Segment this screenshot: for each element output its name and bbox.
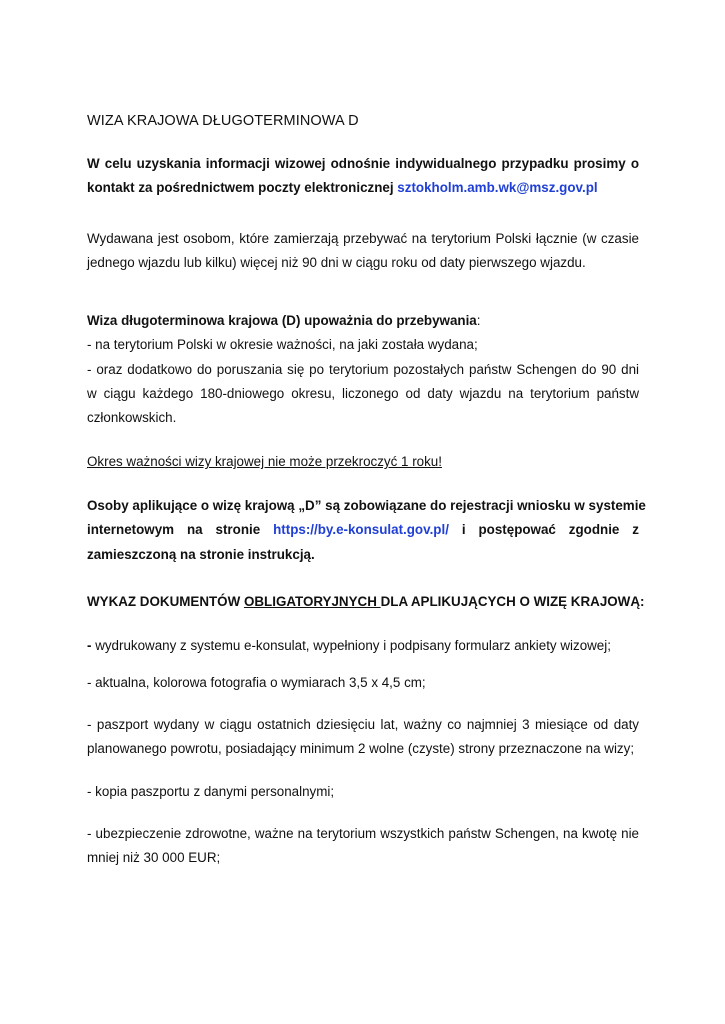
entitles-item-2-line-2: w ciągu każdego 180-dniowego okresu, liczonego od daty wjazdu na terytorium państw — [87, 385, 639, 401]
documents-item-5 — [87, 822, 639, 871]
issued-to-line-2: jednego wjazdu lub kilku) więcej niż 90 dni w ciągu roku od daty pierwszego wjazdu. — [87, 255, 586, 271]
contact-email-link[interactable]: sztokholm.amb.wk@msz.gov.pl — [397, 180, 598, 196]
entitles-item-2-line-3: członkowskich. — [87, 410, 177, 426]
documents-heading-paragraph — [87, 590, 645, 614]
validity-note-paragraph — [87, 450, 639, 474]
documents-item-3-line-2: planowanego powrotu, posiadający minimum 2 wolne (czyste) strony przeznaczone na wizy; — [87, 741, 635, 757]
contact-line-2 — [87, 176, 639, 200]
entitles-item-2-line-1: - oraz dodatkowo do poruszania się po terytorium pozostałych państw Schengen do 90 dni — [87, 361, 639, 377]
documents-item-1-dash: - — [87, 638, 92, 653]
documents-heading-pre: WYKAZ DOKUMENTÓW — [87, 594, 244, 609]
entitles-item-1: - na terytorium Polski w okresie ważności, na jaki została wydana; — [87, 337, 478, 353]
documents-item-5-line-2: mniej niż 30 000 EUR; — [87, 850, 221, 866]
documents-item-4 — [87, 780, 639, 804]
registration-suffix: i postępować zgodnie z — [448, 522, 639, 538]
registration-line-3: zamieszczoną na stronie instrukcją. — [87, 546, 315, 562]
registration-line-2 — [87, 518, 639, 542]
documents-item-2 — [87, 671, 639, 695]
entitles-heading — [87, 309, 639, 333]
issued-to-line-1: Wydawana jest osobom, które zamierzają przebywać na terytorium Polski łącznie (w czasie — [87, 231, 639, 246]
documents-item-2-line: - aktualna, kolorowa fotografia o wymiarach 3,5 x 4,5 cm; — [87, 675, 426, 690]
contact-text: kontakt za pośrednictwem poczty elektronicznej — [87, 180, 398, 196]
documents-item-1-line — [87, 634, 639, 658]
registration-text: internetowym na stronie — [87, 522, 274, 538]
validity-note: Okres ważności wizy krajowej nie może przekroczyć 1 roku! — [87, 454, 442, 469]
documents-item-3 — [87, 713, 639, 762]
contact-line-1: W celu uzyskania informacji wizowej odnośnie indywidualnego przypadku prosimy o — [87, 156, 639, 171]
issued-to-paragraph — [87, 227, 639, 276]
documents-item-5-line-1: - ubezpieczenie zdrowotne, ważne na terytorium wszystkich państw Schengen, na kwotę nie — [87, 826, 639, 841]
contact-paragraph — [87, 152, 639, 201]
entitles-heading-colon: : — [476, 313, 481, 328]
documents-item-3-line-1: - paszport wydany w ciągu ostatnich dziesięciu lat, ważny co najmniej 3 miesiące od daty — [87, 717, 639, 732]
entitles-heading-text: Wiza długoterminowa krajowa (D) upoważnia do przebywania — [87, 313, 477, 328]
documents-heading-underlined: OBLIGATORYJNYCH — [243, 594, 381, 609]
registration-url-link[interactable]: https://by.e-konsulat.gov.pl/ — [273, 522, 449, 538]
documents-item-1 — [87, 634, 639, 658]
documents-heading — [87, 590, 645, 614]
page-title: WIZA KRAJOWA DŁUGOTERMINOWA D — [87, 113, 359, 129]
documents-item-4-line: - kopia paszportu z danymi personalnymi; — [87, 784, 335, 799]
registration-paragraph — [87, 494, 646, 567]
documents-item-1-text: wydrukowany z systemu e-konsulat, wypełniony i podpisany formularz ankiety wizowej; — [91, 638, 611, 653]
documents-heading-post: DLA APLIKUJĄCYCH O WIZĘ KRAJOWĄ: — [380, 594, 645, 609]
entitles-paragraph — [87, 309, 639, 430]
registration-line-1: Osoby aplikujące o wizę krajową „D” są zobowiązane do rejestracji wniosku w systemie — [87, 498, 646, 513]
